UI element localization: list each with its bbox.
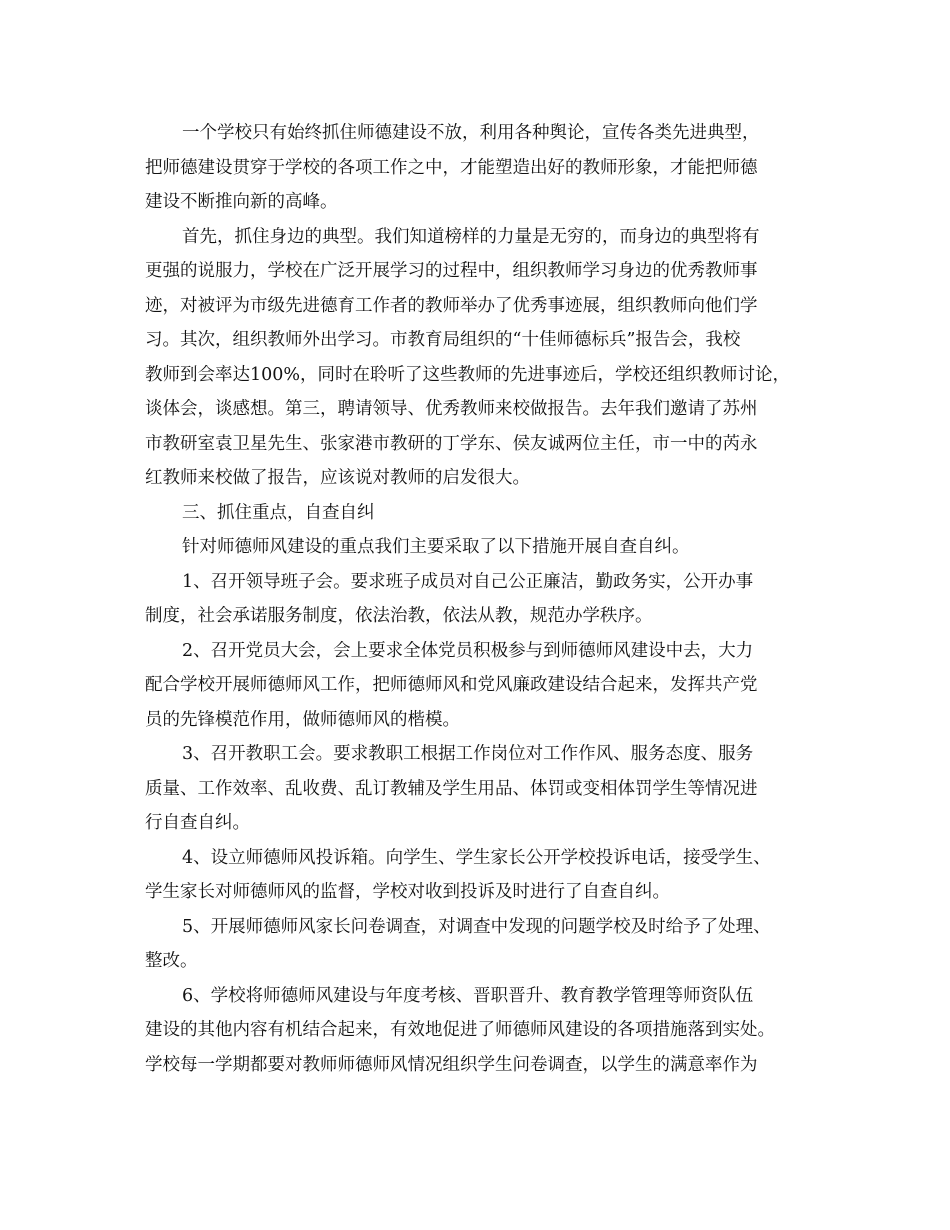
- paragraph-line: 针对师德师风建设的重点我们主要采取了以下措施开展自查自纠。: [182, 537, 690, 557]
- list-item-line: 员的先锋模范作用，做师德师风的楷模。: [145, 709, 460, 730]
- list-item-line: 4、设立师德师风投诉箱。向学生、学生家长公开学校投诉电话，接受学生、: [182, 847, 771, 868]
- paragraph-line: 一个学校只有始终抓住师德建设不放，利用各种舆论，宣传各类先进典型，: [182, 123, 760, 143]
- paragraph-line: 建设不断推向新的高峰。: [145, 192, 338, 212]
- list-item-line: 3、召开教职工会。要求教职工根据工作岗位对工作作风、服务态度、服务: [182, 744, 754, 764]
- paragraph-line: 首先，抓住身边的典型。我们知道榜样的力量是无穷的，而身边的典型将有: [182, 226, 760, 247]
- section-heading: 三、抓住重点，自查自纠: [182, 502, 375, 523]
- list-item-line: 建设的其他内容有机结合起来，有效地促进了师德师风建设的各项措施落到实处。: [145, 1020, 775, 1040]
- list-item-line: 整改。: [145, 951, 198, 971]
- paragraph-line: 市教研室袁卫星先生、张家港市教研的丁学东、侯友诚两位主任，市一中的芮永: [145, 433, 758, 454]
- list-item-line: 行自查自纠。: [145, 813, 250, 833]
- list-item-line: 1、召开领导班子会。要求班子成员对自己公正廉洁，勤政务实，公开办事: [182, 571, 754, 592]
- list-item-line: 2、召开党员大会，会上要求全体党员积极参与到师德师风建设中去，大力: [182, 640, 754, 661]
- list-item-line: 学校每一学期都要对教师师德师风情况组织学生问卷调查，以学生的满意率作为: [145, 1054, 758, 1075]
- list-item-line: 6、学校将师德师风建设与年度考核、晋职晋升、教育教学管理等师资队伍: [182, 985, 754, 1006]
- list-item-line: 学生家长对师德师风的监督，学校对收到投诉及时进行了自查自纠。: [145, 882, 670, 902]
- list-item-line: 制度，社会承诺服务制度，依法治教，依法从教，规范办学秩序。: [145, 606, 653, 626]
- paragraph-line: 迹，对被评为市级先进德育工作者的教师举办了优秀事迹展，组织教师向他们学: [145, 295, 758, 316]
- paragraph-line: 红教师来校做了报告，应该说对教师的启发很大。: [145, 468, 530, 488]
- paragraph-line: 教师到会率达100%，同时在聆听了这些教师的先进事迹后，学校还组织教师讨论，: [145, 364, 791, 385]
- list-item-line: 质量、工作效率、乱收费、乱订教辅及学生用品、体罚或变相体罚学生等情况进: [145, 778, 758, 799]
- paragraph-line: 谈体会，谈感想。第三，聘请领导、优秀教师来校做报告。去年我们邀请了苏州: [145, 399, 758, 419]
- list-item-line: 5、开展师德师风家长问卷调查，对调查中发现的问题学校及时给予了处理、: [182, 916, 771, 937]
- list-item-line: 配合学校开展师德师风工作，把师德师风和党风廉政建设结合起来，发挥共产党: [145, 675, 758, 695]
- paragraph-line: 习。其次，组织教师外出学习。市教育局组织的“十佳师德标兵”报告会，我校: [145, 330, 741, 350]
- document-body: [145, 116, 810, 1082]
- paragraph-line: 把师德建设贯穿于学校的各项工作之中，才能塑造出好的教师形象，才能把师德: [145, 157, 758, 178]
- paragraph-line: 更强的说服力，学校在广泛开展学习的过程中，组织教师学习身边的优秀教师事: [145, 261, 758, 281]
